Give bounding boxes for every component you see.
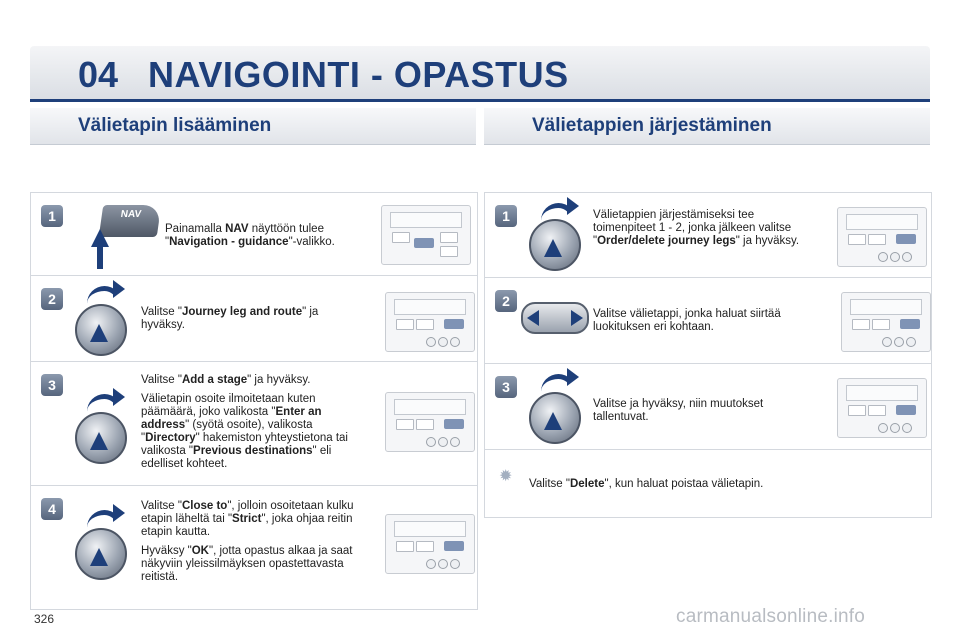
unit-button <box>848 405 866 416</box>
unit-button <box>396 541 414 552</box>
text-segment: " eli edelliset kohteet. <box>141 445 332 470</box>
step-text-line <box>141 374 363 387</box>
unit-button <box>416 319 434 330</box>
right-section-heading <box>484 108 930 145</box>
unit-display <box>394 521 466 537</box>
unit-dial <box>894 337 904 347</box>
unit-dial <box>890 423 900 433</box>
step-number-badge: 3 <box>41 374 63 396</box>
step-text-line <box>141 500 363 539</box>
text-segment: Painamalla <box>165 223 226 235</box>
unit-highlight <box>444 541 464 551</box>
watermark: carmanualsonline.info <box>676 606 866 627</box>
rotate-arrow-head <box>113 280 125 298</box>
unit-highlight <box>414 238 434 248</box>
press-arrow-icon <box>544 412 562 430</box>
unit-dial <box>878 423 888 433</box>
text-segment: " ja hyväksy. <box>735 235 800 247</box>
unit-dial <box>450 437 460 447</box>
unit-display <box>850 299 922 315</box>
step-number-badge: 1 <box>41 205 63 227</box>
unit-button <box>396 319 414 330</box>
unit-dial <box>426 559 436 569</box>
bold-term: Previous destinations <box>193 445 313 457</box>
bold-term: Delete <box>569 478 605 490</box>
unit-button <box>440 246 458 257</box>
audio-unit-icon <box>385 292 475 352</box>
right-section-title: Välietappien järjestäminen <box>532 115 772 136</box>
unit-button <box>392 232 410 243</box>
audio-unit-icon <box>385 392 475 452</box>
audio-unit-icon <box>385 514 475 574</box>
unit-dial <box>902 252 912 262</box>
bold-term: Add a stage <box>181 374 248 386</box>
bold-term: Enter an address <box>141 406 322 431</box>
unit-button <box>868 405 886 416</box>
text-segment: näyttöön tulee " <box>165 223 324 248</box>
unit-button <box>852 319 870 330</box>
tip-text <box>529 478 909 491</box>
text-segment: Valitse " <box>141 500 182 512</box>
unit-button <box>848 234 866 245</box>
press-arrow-icon <box>90 324 108 342</box>
unit-dial <box>426 337 436 347</box>
press-arrow-icon <box>90 548 108 566</box>
bold-term: Directory <box>145 432 196 444</box>
text-segment: ", jotta opastus alkaa ja saat näkyviin yleissilmäyksen opastettavasta reitistä. <box>141 545 353 583</box>
step-text <box>593 308 819 334</box>
text-segment: " ja hyväksy. <box>141 306 319 331</box>
unit-highlight <box>896 234 916 244</box>
left-section-heading <box>30 108 476 145</box>
unit-dial <box>906 337 916 347</box>
text-segment: Välietappien järjestämiseksi tee toimenpiteet 1 - 2, jonka jälkeen valitse " <box>593 209 792 247</box>
left-step-4 <box>31 485 477 610</box>
unit-highlight <box>444 319 464 329</box>
right-step-1 <box>485 193 931 277</box>
step-number-badge: 2 <box>495 290 517 312</box>
audio-unit-icon <box>841 292 931 352</box>
nav-button: NAV <box>99 205 161 237</box>
step-text <box>141 500 363 590</box>
sun-tip-icon: ✹ <box>499 468 513 485</box>
unit-highlight <box>896 405 916 415</box>
left-section-title: Välietapin lisääminen <box>78 115 272 136</box>
chapter-header <box>30 46 930 102</box>
unit-highlight <box>900 319 920 329</box>
arrow-left-icon <box>527 310 539 326</box>
bold-term: NAV <box>225 223 249 235</box>
text-segment: Välietapin osoite ilmoitetaan kuten päämäärä, joko valikosta " <box>141 393 316 418</box>
text-segment: ", jolloin osoitetaan kulku etapin läheltä tai " <box>141 500 354 525</box>
unit-display <box>846 214 918 230</box>
chapter-number: 04 <box>78 54 119 95</box>
unit-display <box>390 212 462 228</box>
press-arrow-icon <box>544 239 562 257</box>
page-number: 326 <box>34 612 55 626</box>
rotate-arrow-head <box>113 388 125 406</box>
right-step-2 <box>485 277 931 364</box>
unit-display <box>394 299 466 315</box>
step-number-badge: 4 <box>41 498 63 520</box>
audio-unit-icon <box>837 207 927 267</box>
unit-dial <box>450 337 460 347</box>
step-text <box>141 374 363 477</box>
unit-display <box>394 399 466 415</box>
unit-button <box>872 319 890 330</box>
unit-button <box>868 234 886 245</box>
unit-dial <box>438 337 448 347</box>
unit-dial <box>882 337 892 347</box>
unit-dial <box>890 252 900 262</box>
audio-unit-icon <box>381 205 471 265</box>
chapter-title: NAVIGOINTI - OPASTUS <box>148 54 569 95</box>
step-text <box>593 398 819 424</box>
left-steps-panel <box>30 192 478 610</box>
left-step-3 <box>31 361 477 486</box>
bold-term: Close to <box>181 500 228 512</box>
unit-dial <box>438 437 448 447</box>
left-step-2 <box>31 275 477 362</box>
text-segment: " (syötä osoite), valikosta " <box>141 419 313 444</box>
unit-dial <box>426 437 436 447</box>
unit-button <box>440 232 458 243</box>
text-segment: Valitse ja hyväksy, niin muutokset tallentuvat. <box>593 398 764 423</box>
text-segment: " ja hyväksy. <box>247 374 311 386</box>
text-segment: Valitse " <box>141 306 182 318</box>
arrow-right-icon <box>571 310 583 326</box>
unit-highlight <box>444 419 464 429</box>
unit-button <box>416 541 434 552</box>
unit-dial <box>450 559 460 569</box>
bold-term: Journey leg and route <box>181 306 303 318</box>
step-text-detail <box>141 393 363 471</box>
unit-dial <box>878 252 888 262</box>
header-underline <box>30 99 930 102</box>
unit-dial <box>902 423 912 433</box>
step-text-detail <box>141 545 363 584</box>
text-segment: "-valikko. <box>288 236 335 248</box>
rotate-arrow-head <box>567 197 579 215</box>
unit-dial <box>438 559 448 569</box>
unit-display <box>846 385 918 401</box>
bold-term: Order/delete journey legs <box>597 235 736 247</box>
bold-term: OK <box>191 545 209 557</box>
unit-button <box>416 419 434 430</box>
text-segment: " hakemiston yhteystietona tai valikosta " <box>141 432 348 457</box>
step-number-badge: 1 <box>495 205 517 227</box>
bold-term: Navigation - guidance <box>169 236 289 248</box>
audio-unit-icon <box>837 378 927 438</box>
right-tip <box>485 449 931 518</box>
press-arrow-icon <box>90 432 108 450</box>
bold-term: Strict <box>232 513 262 525</box>
rotate-arrow-head <box>567 368 579 386</box>
step-text <box>165 223 375 249</box>
text-segment: Hyväksy " <box>141 545 192 557</box>
text-segment: Valitse " <box>529 478 570 490</box>
text-segment: Valitse " <box>141 374 182 386</box>
text-segment: ", kun haluat poistaa välietapin. <box>604 478 764 490</box>
rotate-arrow-head <box>113 504 125 522</box>
right-step-3 <box>485 363 931 450</box>
text-segment: ", joka ohjaa reitin etapin kautta. <box>141 513 353 538</box>
left-step-1 <box>31 193 477 275</box>
right-steps-panel <box>484 192 932 518</box>
press-arrow-stem <box>97 245 103 269</box>
step-number-badge: 2 <box>41 288 63 310</box>
unit-button <box>396 419 414 430</box>
text-segment: Valitse välietappi, jonka haluat siirtää luokituksen eri kohtaan. <box>593 308 781 333</box>
step-text <box>593 209 819 248</box>
step-text <box>141 306 351 332</box>
step-number-badge: 3 <box>495 376 517 398</box>
